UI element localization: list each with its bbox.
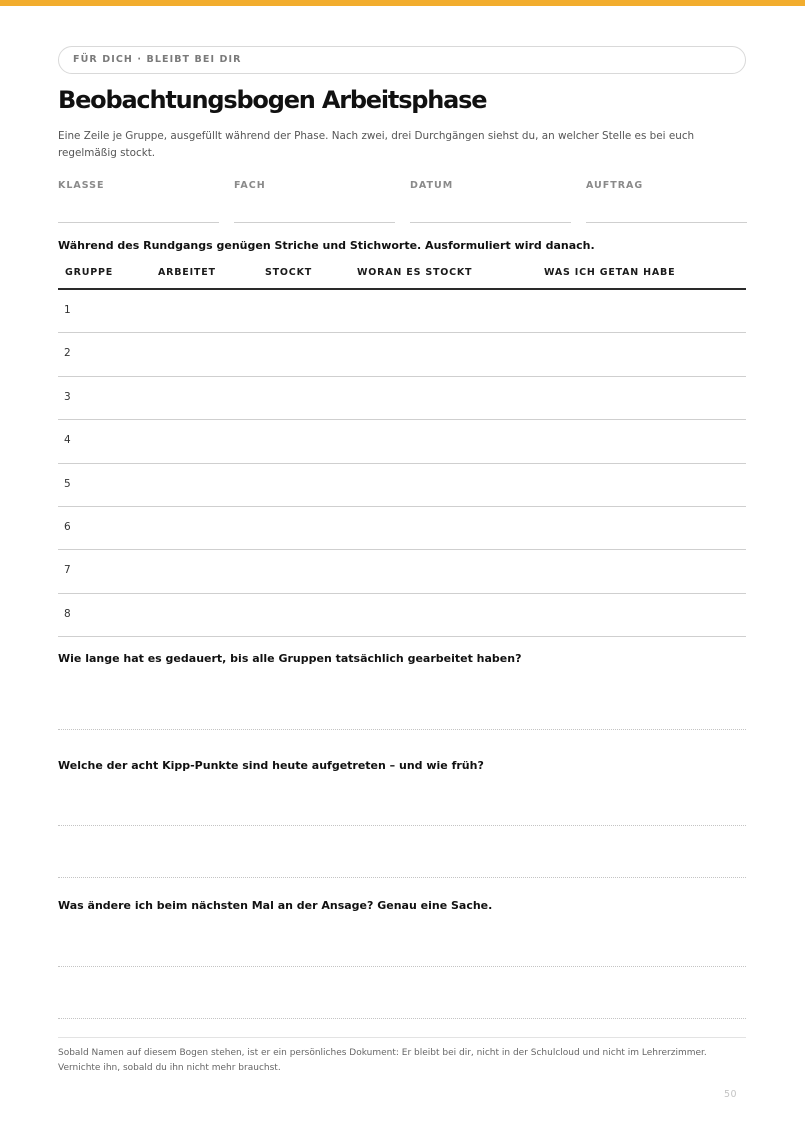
group-number: 6 — [64, 520, 71, 533]
group-number: 2 — [64, 347, 71, 360]
column-header-getan: WAS ICH GETAN HABE — [544, 267, 676, 278]
table-row[interactable] — [58, 464, 746, 507]
column-header-arbeitet: ARBEITET — [158, 267, 216, 278]
group-number: 4 — [64, 434, 71, 447]
table-row[interactable] — [58, 550, 746, 593]
section-kicker: FÜR DICH · BLEIBT BEI DIR — [58, 46, 746, 74]
field-klasse[interactable] — [58, 180, 219, 223]
answer-line[interactable] — [58, 825, 746, 826]
privacy-note: Sobald Namen auf diesem Bogen stehen, ist er ein persönliches Dokument: Er bleibt bei dir, nicht in der Schulcloud und nicht im Lehrerzimmer. Vernichte ihn, sobald du ihn nicht mehr brauchst. — [58, 1048, 707, 1073]
table-row[interactable] — [58, 333, 746, 376]
group-number: 5 — [64, 477, 71, 490]
table-row[interactable] — [58, 507, 746, 550]
table-row[interactable] — [58, 420, 746, 463]
field-datum[interactable] — [410, 180, 571, 223]
column-header-gruppe: GRUPPE — [65, 267, 114, 278]
column-header-woran: WORAN ES STOCKT — [357, 267, 473, 278]
field-label-auftrag: AUFTRAG — [586, 180, 644, 191]
table-row[interactable] — [58, 594, 746, 637]
page-title: Beobachtungsbogen Arbeitsphase — [58, 86, 487, 114]
field-label-fach: FACH — [234, 180, 266, 191]
answer-line[interactable] — [58, 877, 746, 878]
observation-hint: Während des Rundgangs genügen Striche und Stichworte. Ausformuliert wird danach. — [58, 239, 595, 252]
question-next-time: Was ändere ich beim nächsten Mal an der Ansage? Genau eine Sache. — [58, 899, 493, 912]
group-number: 3 — [64, 390, 71, 403]
answer-line[interactable] — [58, 729, 746, 730]
field-auftrag[interactable] — [586, 180, 747, 223]
answer-line[interactable] — [58, 1018, 746, 1019]
page-number: 50 — [724, 1089, 738, 1100]
group-number: 8 — [64, 607, 71, 620]
table-header — [58, 262, 746, 290]
observation-table — [58, 262, 746, 637]
top-accent-bar — [0, 0, 805, 6]
field-label-klasse: KLASSE — [58, 180, 105, 191]
field-fach[interactable] — [234, 180, 395, 223]
intro-text: Eine Zeile je Gruppe, ausgefüllt während der Phase. Nach zwei, drei Durchgängen siehst du, an welcher Stelle es bei euch regelmäßig stockt. — [58, 130, 695, 159]
question-kipp-punkte: Welche der acht Kipp-Punkte sind heute aufgetreten – und wie früh? — [58, 759, 484, 772]
answer-line[interactable] — [58, 966, 746, 967]
column-header-stockt: STOCKT — [265, 267, 313, 278]
field-label-datum: DATUM — [410, 180, 454, 191]
table-row[interactable] — [58, 290, 746, 333]
table-row[interactable] — [58, 377, 746, 420]
footer-divider — [58, 1037, 746, 1038]
group-number: 1 — [64, 304, 71, 316]
group-number: 7 — [64, 564, 71, 577]
question-duration: Wie lange hat es gedauert, bis alle Gruppen tatsächlich gearbeitet haben? — [58, 652, 522, 665]
